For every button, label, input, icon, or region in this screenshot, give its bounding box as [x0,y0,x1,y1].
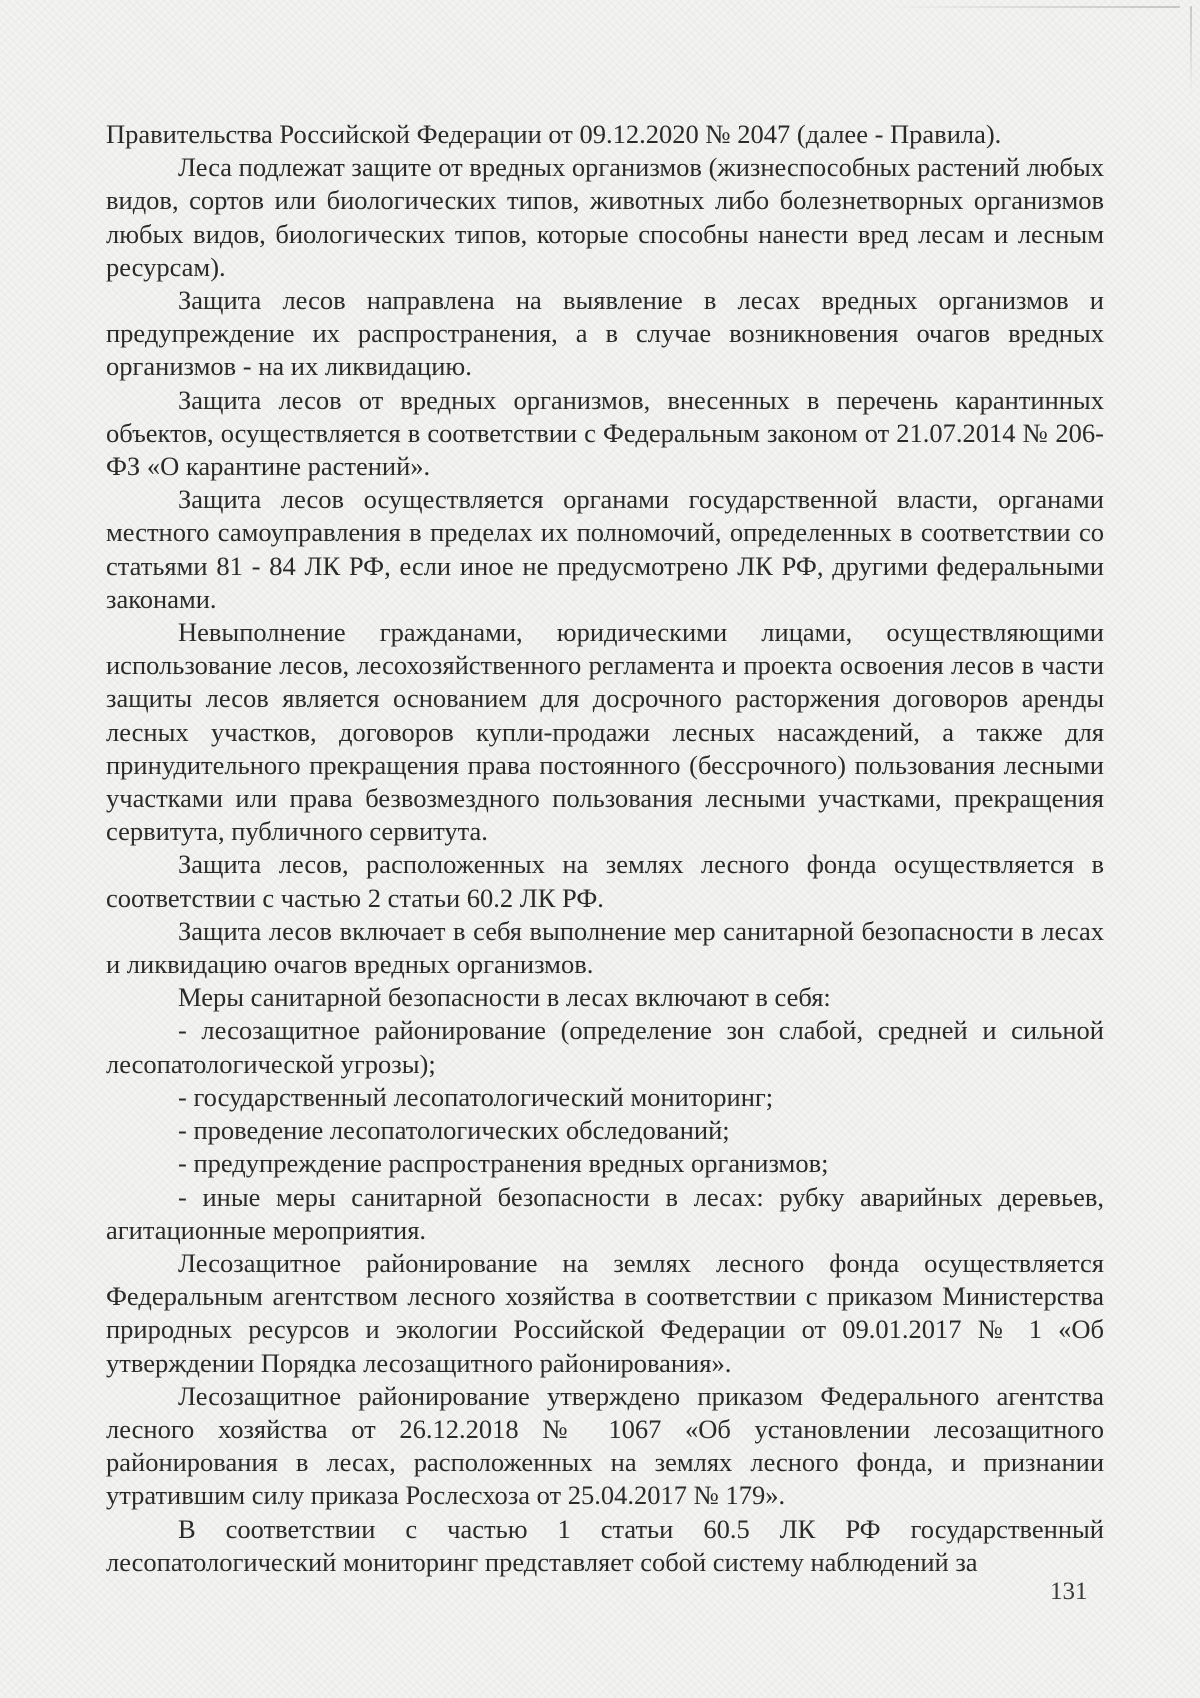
paragraph: Защита лесов направлена на выявление в лесах вредных организмов и предупреждение их распространения, а в случае возникновения очагов вредных организмов - на их ликвидацию. [106,285,1104,382]
paragraph: Защита лесов от вредных организмов, внесенных в перечень карантинных объектов, осуществляется в соответствии с Федеральным законом от 21.07.2014 № 206-ФЗ «О карантине растений». [106,384,1104,482]
paragraph: Лесозащитное районирование утверждено приказом Федерального агентства лесного хозяйства от 26.12.2018 № 1067 «Об установлении лесозащитного районирования в лесах, расположенных на землях лесного фонда, и признании утратившим силу приказа Рослесхоза от 25.04.2017 № 179». [106,1380,1104,1511]
paragraph: Защита лесов, расположенных на землях лесного фонда осуществляется в соответствии с частью 2 статьи 60.2 ЛК РФ. [106,849,1104,913]
scan-edge-shadow-right [1190,6,1192,96]
list-item: - иные меры санитарной безопасности в лесах: рубку аварийных деревьев, агитационные мероприятия. [106,1181,1104,1245]
document-body [106,118,1104,1579]
page-number: 131 [1050,1578,1088,1605]
list-item: - лесозащитное районирование (определение зон слабой, средней и сильной лесопатологической угрозы); [106,1015,1104,1079]
paragraph: Защита лесов осуществляется органами государственной власти, органами местного самоуправления в пределах их полномочий, определенных в соответствии со статьями 81 - 84 ЛК РФ, если иное не предусмотрено ЛК РФ, другими федеральными законами. [106,484,1104,614]
list-item: - государственный лесопатологический мониторинг; [178,1081,774,1112]
list-item: - предупреждение распространения вредных организмов; [178,1148,829,1179]
scan-edge-shadow-top [880,6,1180,8]
paragraph: Лесозащитное районирование на землях лесного фонда осуществляется Федеральным агентством лесного хозяйства в соответствии с приказом Министерства природных ресурсов и экологии Российской Федерации от 09.01.2017 № 1 «Об утверждении Порядка лесозащитного районирования». [106,1247,1104,1378]
paragraph: Защита лесов включает в себя выполнение мер санитарной безопасности в лесах и ликвидацию очагов вредных организмов. [106,915,1104,980]
paragraph: Леса подлежат защите от вредных организмов (жизнеспособных растений любых видов, сортов или биологических типов, животных либо болезнетворных организмов любых видов, биологических типов, которые способны нанести вред лесам и лесным ресурсам). [106,152,1105,282]
paragraph: Меры санитарной безопасности в лесах включают в себя: [178,982,831,1013]
paragraph: Невыполнение гражданами, юридическими лицами, осуществляющими использование лесов, лесохозяйственного регламента и проекта освоения лесов в части защиты лесов является основанием для досрочного расторжения договоров аренды лесных участков, договоров купли-продажи лесных насаждений, а также для принудительного прекращения права постоянного (бессрочного) пользования лесными участками или права безвозмездного пользования лесными участками, прекращения сервитута, публичного сервитута. [106,617,1104,847]
paragraph-continuation: Правительства Российской Федерации от 09.12.2020 № 2047 (далее - Правила). [106,119,1002,149]
list-item: - проведение лесопатологических обследований; [178,1115,730,1146]
paragraph: В соответствии с частью 1 статьи 60.5 ЛК РФ государственный лесопатологический мониторинг представляет собой систему наблюдений за [106,1513,1104,1577]
